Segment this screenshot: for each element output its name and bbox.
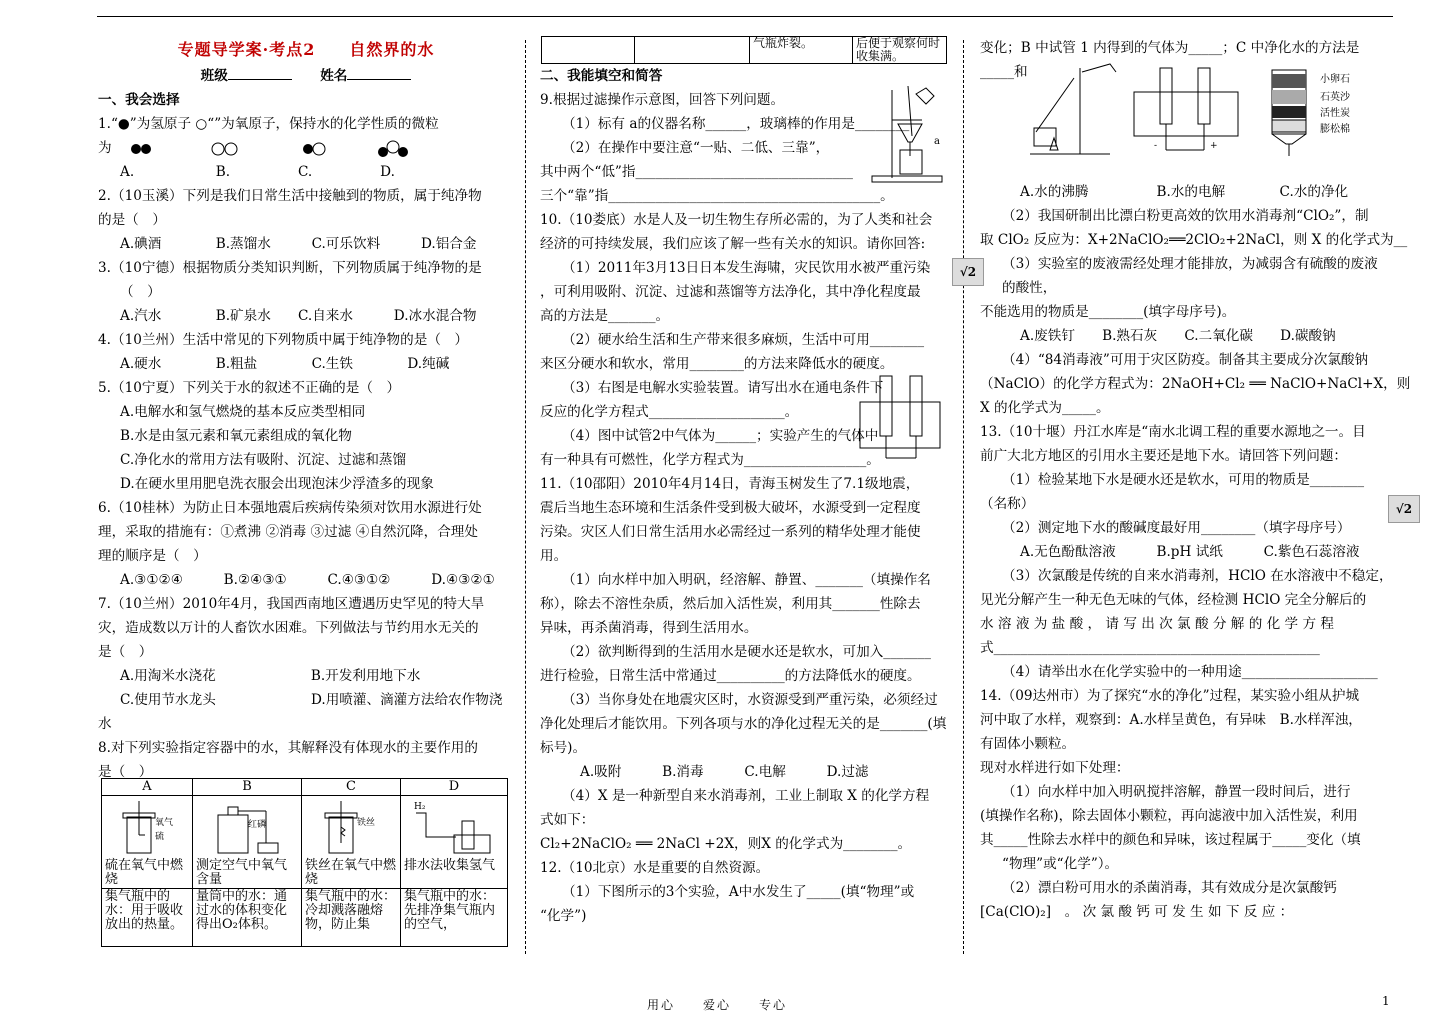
molecule-d-icon <box>377 140 409 158</box>
q9-three-lean: 三个“靠”指________________________________________。 <box>540 188 894 204</box>
q11-part1: （1）向水样中加入明矾，经溶解、静置、_______（填操作名 <box>562 572 931 588</box>
q1-molecules: 为 <box>98 136 514 160</box>
q8-label-d: 排水法收集氢气 <box>404 858 496 873</box>
q9-part1: （1）标有 a的仪器名称______，玻璃棒的作用是________ <box>562 116 910 132</box>
q10-part1-cont: ，可利用吸附、沉淀、过滤和蒸馏等方法净化，其中净化程度最 <box>540 284 921 300</box>
q12-part1-cont: “化学”) <box>540 908 587 924</box>
water-purifier-icon <box>1262 60 1372 160</box>
q9-two-low: 其中两个“低”指________________________________ <box>540 164 853 180</box>
q8-header-a: A <box>102 779 193 796</box>
q12-part3-options: A.废铁钉 B.熟石灰 C.二氧化碳 D.碳酸钠 <box>1020 328 1336 344</box>
q12-part3: （3）实验室的废液需经处理才能排放，为减弱含有硫酸的废液 <box>1002 256 1378 272</box>
q8-line2: 是（ ） <box>98 764 153 780</box>
q8-cell-a <box>102 796 193 889</box>
q10-part3: （3）右图是电解水实验装置。请写出水在通电条件下 <box>562 380 884 396</box>
q1-options: A. B. C. D. <box>120 164 395 180</box>
q8-cell-c <box>302 796 401 889</box>
electrolysis-apparatus-icon <box>854 366 946 466</box>
svg-text:活性炭: 活性炭 <box>1320 108 1350 119</box>
q8-experiment-table <box>101 778 508 947</box>
q11-part4: （4）X 是一种新型自来水消毒剂，工业上制取 X 的化学方程 <box>562 788 930 804</box>
q12-part3-question: 不能选用的物质是________(填字母序号)。 <box>980 304 1236 320</box>
svg-text:石英沙: 石英沙 <box>1320 92 1350 103</box>
hydrogen-collection-apparatus-icon <box>404 797 500 855</box>
svg-text:铁丝: 铁丝 <box>357 818 376 828</box>
q1-line1: 1.“●”为氢原子 ○“”为氧原子，保持水的化学性质的微粒 <box>98 116 439 132</box>
q4-options: A.硬水 B.粗盐 C.生铁 D.纯碱 <box>120 356 450 372</box>
q10-part2: （2）硬水给生活和生产带来很多麻烦，生活中可用________ <box>562 332 925 348</box>
q5-option-b: B.水是由氢元素和氧元素组成的氧化物 <box>120 428 352 444</box>
q11-line2: 震后当地生态环境和生活条件受到极大破坏，水源受到一定程度 <box>540 500 921 516</box>
q10-part4: （4）图中试管2中气体为______；实验产生的气体中 <box>562 428 879 444</box>
column-2 <box>540 64 950 928</box>
q6-options: A.③①②④ B.②④③① C.④③①② D.④③②① <box>120 572 495 588</box>
q13-part3: （3）次氯酸是传统的自来水消毒剂，HClO 在水溶液中不稳定， <box>1002 568 1393 584</box>
q11-part3-cont: 净化处理后才能饮用。下列各项与水的净化过程无关的是_______(填 <box>540 716 947 732</box>
q11-part3-end: 标号)。 <box>540 740 587 756</box>
molecule-a-icon <box>129 142 155 156</box>
q13-part3-cont: 见光分解产生一种无色无味的气体，经检测 HClO 完全分解后的 <box>980 592 1367 608</box>
q5-option-d: D.在硬水里用肥皂洗衣服会出现泡沫少浮渣多的现象 <box>120 476 434 492</box>
q11-part4-cont: 式如下： <box>540 812 595 828</box>
q11-line3: 污染。灾区人们日常生活用水必需经过一系列的精华处理才能使 <box>540 524 921 540</box>
header-rule <box>97 16 1393 17</box>
q6-line3: 理的顺序是（ ） <box>98 548 207 564</box>
q8-note-d: 集气瓶中的水：先排净集气瓶内的空气， <box>401 889 508 947</box>
q8-note-a: 集气瓶中的水：用于吸收放出的热量。 <box>102 889 193 947</box>
q12-part2: （2）我国研制出比漂白粉更高效的饮用水消毒剂“ClO₂”，制 <box>1002 208 1369 224</box>
q3-line2: （ ） <box>120 284 161 300</box>
q12-col3-line1: 变化；B 中试管 1 内得到的气体为_____；C 中净化水的方法是 <box>980 40 1360 56</box>
q12-part2-cont: 取 ClO₂ 反应为：X+2NaClO₂══2ClO₂+2NaCl，则 X 的化学式为__ <box>980 232 1408 248</box>
q12-line1: 12.（10北京）水是重要的自然资源。 <box>540 860 770 876</box>
q11-line1: 11.（10邵阳）2010年4月14日，青海玉树发生了7.1级地震， <box>540 476 920 492</box>
q8-note-c: 集气瓶中的水：冷却溅落融熔物，防止集 <box>302 889 401 947</box>
q11-part2: （2）欲判断得到的生活用水是硬水还是软水，可加入_______ <box>562 644 931 660</box>
q14-part1-cont: (填操作名称)，除去固体小颗粒，再向滤液中加入活性炭，利用 <box>980 808 1358 824</box>
q10-part1: （1）2011年3月13日日本发生海啸，灾民饮用水被严重污染 <box>562 260 931 276</box>
student-info <box>98 64 514 88</box>
q7-options-ab: A.用淘米水浇花 B.开发利用地下水 <box>120 668 421 684</box>
column-divider-1 <box>525 40 526 954</box>
q11-part3: （3）当你身处在地震灾区时，水资源受到严重污染，必须经过 <box>562 692 938 708</box>
q8-line1: 8.对下列实验指定容器中的水，其解释没有体现水的主要作用的 <box>98 740 478 756</box>
section-heading-2: 二、我能填空和简答 <box>540 68 663 84</box>
q11-part3-options: A.吸附 B.消毒 C.电解 D.过滤 <box>580 764 869 780</box>
q14-part1-end: “物理”或“化学”）。 <box>1002 856 1119 872</box>
q7-line3: 是（ ） <box>98 644 153 660</box>
fragment-cell-3: 气瓶炸裂。 <box>750 37 853 64</box>
svg-text:氧气: 氧气 <box>155 818 174 828</box>
q7-options-cd: C.使用节水龙头 D.用喷灌、滴灌方法给农作物浇 <box>120 692 503 708</box>
q7-line2: 灾，造成数以万计的人畜饮水困难。下列做法与节约用水无关的 <box>98 620 479 636</box>
q14-part1: （1）向水样中加入明矾搅拌溶解，静置一段时间后，进行 <box>1002 784 1351 800</box>
q14-part1-cont2: 其_____性除去水样中的颜色和异味，该过程属于_____变化（填 <box>980 832 1361 848</box>
q13-part3-end: 式________________________________________________ <box>980 640 1320 656</box>
q14-part2: （2）漂白粉可用水的杀菌消毒，其有效成分是次氯酸钙 <box>1002 880 1337 896</box>
continued-table-fragment <box>541 36 947 64</box>
q8-label-b: 测定空气中氧气含量 <box>196 858 288 887</box>
q14-part2-cont: [Ca(ClO)₂] 。 次 氯 酸 钙 可 发 生 如 下 反 应 ： <box>980 904 1294 920</box>
score-badge-1: √2 <box>952 258 984 286</box>
class-blank[interactable] <box>228 65 292 80</box>
column-3 <box>980 36 1411 924</box>
q12-figure-labels: A.水的沸腾 B.水的电解 C.水的净化 <box>1020 184 1349 200</box>
iron-burning-apparatus-icon <box>305 797 393 855</box>
q12-part1: （1）下图所示的3个实验，A中水发生了_____(填“物理”或 <box>562 884 915 900</box>
q8-note-b: 量筒中的水：通过水的体积变化得出O₂体积。 <box>193 889 302 947</box>
molecule-b-icon <box>210 142 240 156</box>
q2-options: A.碘酒 B.蒸馏水 C.可乐饮料 D.铝合金 <box>120 236 477 252</box>
q13-line2: 前广大北方地区的引用水主要还是地下水。请回答下列问题： <box>980 448 1348 464</box>
filtration-apparatus-icon <box>862 80 946 184</box>
q10-part4-cont: 有一种具有可燃性，化学方程式为__________________。 <box>540 452 880 468</box>
section-heading-1: 一、我会选择 <box>98 92 180 108</box>
q12-part4-cont: （NaClO）的化学方程式为：2NaOH+Cl₂ ══ NaClO+NaCl+X，则 <box>980 376 1411 392</box>
name-blank[interactable] <box>347 65 411 80</box>
q13-part1: （1）检验某地下水是硬水还是软水，可用的物质是________ <box>1002 472 1365 488</box>
boiling-water-apparatus-icon <box>1020 58 1124 158</box>
svg-text:H₂: H₂ <box>414 802 426 812</box>
fragment-cell-4: 后便于观察何时收集满。 <box>853 37 947 64</box>
q6-line1: 6.（10桂林）为防止日本强地震后疾病传染须对饮用水源进行处 <box>98 500 482 516</box>
oxygen-content-apparatus-icon <box>196 797 294 855</box>
q13-part1-cont: （名称） <box>980 496 1035 512</box>
column-divider-2 <box>963 40 964 954</box>
q10-line1: 10.（10娄底）水是人及一切生物生存所必需的，为了人类和社会 <box>540 212 933 228</box>
q10-part3-cont: 反应的化学方程式____________________。 <box>540 404 799 420</box>
svg-text:小卵石: 小卵石 <box>1320 74 1350 85</box>
svg-text:a: a <box>934 136 940 147</box>
q5-option-a: A.电解水和氢气燃烧的基本反应类型相同 <box>120 404 366 420</box>
water-electrolysis-apparatus-icon <box>1130 62 1242 158</box>
q14-line2: 河中取了水样，观察到：A.水样呈黄色，有异味 B.水样浑浊， <box>980 712 1362 728</box>
q11-line4: 用。 <box>540 548 568 564</box>
svg-text:+: + <box>1210 141 1218 151</box>
q2-line2: 的是（ ） <box>98 212 166 228</box>
q12-col3-line2: _____和 <box>980 64 1028 80</box>
q9-line1: 9.根据过滤操作示意图，回答下列问题。 <box>540 92 785 108</box>
q13-part2-options: A.无色酚酞溶液 B.pH 试纸 C.紫色石蕊溶液 <box>1020 544 1360 560</box>
q11-part1-cont: 称），除去不溶性杂质，然后加入活性炭，利用其_______性除去 <box>540 596 921 612</box>
q14-line4: 现对水样进行如下处理： <box>980 760 1130 776</box>
q11-part2-cont: 进行检验，日常生活中常通过__________的方法降低水的硬度。 <box>540 668 921 684</box>
sulfur-burning-apparatus-icon <box>105 797 185 855</box>
q12-part4: （4）“84消毒液”可用于灾区防疫。制备其主要成分次氯酸钠 <box>1002 352 1369 368</box>
q13-part3-cont2: 水 溶 液 为 盐 酸 ， 请 写 出 次 氯 酸 分 解 的 化 学 方 程 <box>980 616 1334 632</box>
q8-header-c: C <box>302 779 401 796</box>
q2-line1: 2.（10玉溪）下列是我们日常生活中接触到的物质，属于纯净物 <box>98 188 482 204</box>
q10-part1-end: 高的方法是_______。 <box>540 308 670 324</box>
q12-part3-cont: 的酸性， <box>1002 280 1057 296</box>
q8-cell-d <box>401 796 508 889</box>
svg-text:-: - <box>1154 141 1158 151</box>
q12-part4-end: X 的化学式为_____。 <box>980 400 1110 416</box>
page-number: 1 <box>1382 994 1390 1008</box>
q7-line-end: 水 <box>98 716 112 732</box>
column-1 <box>98 36 514 784</box>
svg-text:红磷: 红磷 <box>248 820 267 830</box>
q13-part2: （2）测定地下水的酸碱度最好用________（填字母序号） <box>1002 520 1351 536</box>
q5-line1: 5.（10宁夏）下列关于水的叙述不正确的是（ ） <box>98 380 401 396</box>
class-label: 班级 <box>200 68 228 84</box>
q6-line2: 理，采取的措施有：①煮沸 ②消毒 ③过滤 ④自然沉降，合理处 <box>98 524 478 540</box>
q13-line1: 13.（10十堰）丹江水库是“南水北调工程的重要水源地之一。目 <box>980 424 1366 440</box>
q8-cell-b <box>193 796 302 889</box>
q8-label-c: 铁丝在氧气中燃烧 <box>305 858 397 887</box>
q8-label-a: 硫在氧气中燃烧 <box>105 858 184 887</box>
q5-option-c: C.净化水的常用方法有吸附、沉淀、过滤和蒸馏 <box>120 452 407 468</box>
page-footer: 用心 爱心 专心 <box>646 998 787 1012</box>
q11-part1-end: 异味，再杀菌消毒，得到生活用水。 <box>540 620 758 636</box>
q3-line1: 3.（10宁德）根据物质分类知识判断，下列物质属于纯净物的是 <box>98 260 482 276</box>
q14-line1: 14.（09达州市）为了探究“水的净化”过程，某实验小组从护城 <box>980 688 1360 704</box>
q9-part2: （2）在操作中要注意“一贴、二低、三靠”， <box>562 140 830 156</box>
score-badge-2: √2 <box>1388 495 1420 523</box>
q10-line2: 经济的可持续发展，我们应该了解一些有关水的知识。请你回答: <box>540 236 926 252</box>
svg-text:膨松棉: 膨松棉 <box>1320 124 1350 135</box>
name-label: 姓名 <box>320 68 348 84</box>
q14-line3: 有固体小颗粒。 <box>980 736 1076 752</box>
q3-options: A.汽水 B.矿泉水 C.自来水 D.冰水混合物 <box>120 308 477 324</box>
svg-text:硫: 硫 <box>155 832 165 842</box>
q13-part4: （4）请举出水在化学实验中的一种用途____________________ <box>1002 664 1378 680</box>
q7-line1: 7.（10兰州）2010年4月，我国西南地区遭遇历史罕见的特大旱 <box>98 596 485 612</box>
q11-equation: Cl₂+2NaClO₂ ══ 2NaCl +2X，则X 的化学式为________。 <box>540 836 912 852</box>
q8-header-b: B <box>193 779 302 796</box>
q4-line1: 4.（10兰州）生活中常见的下列物质中属于纯净物的是（ ） <box>98 332 469 348</box>
molecule-c-icon <box>300 142 328 156</box>
page-title: 专题导学案·考点2 自然界的水 <box>177 40 435 59</box>
q10-part2-cont: 来区分硬水和软水，常用________的方法来降低水的硬度。 <box>540 356 894 372</box>
q8-header-d: D <box>401 779 508 796</box>
